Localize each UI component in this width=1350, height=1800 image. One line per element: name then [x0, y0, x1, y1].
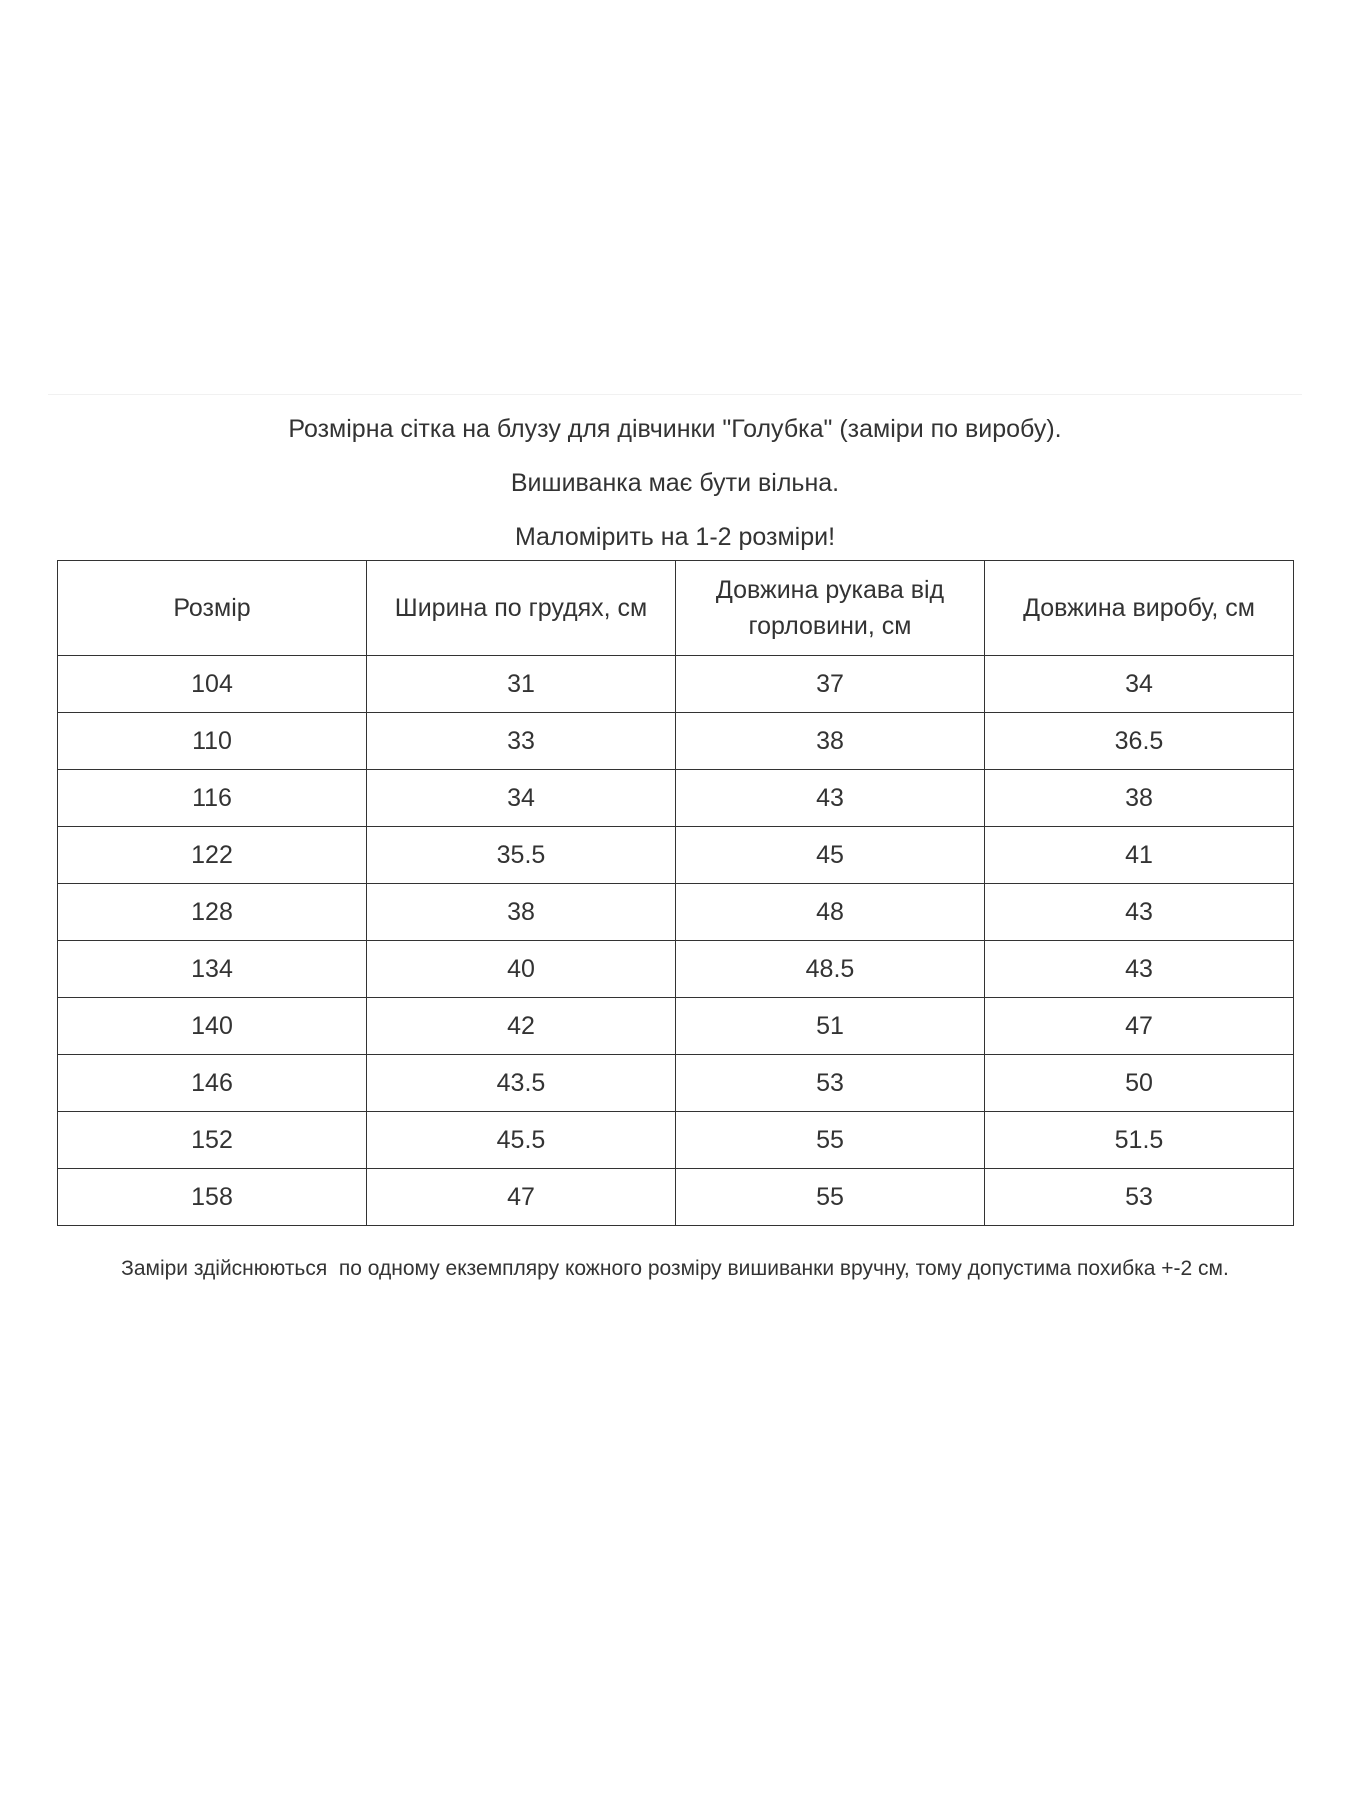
- size-table: [57, 560, 1294, 1226]
- cell-sleeve-length: 45: [676, 827, 985, 884]
- table-row: [58, 827, 1294, 884]
- cell-garment-length: 51.5: [985, 1112, 1294, 1169]
- cell-chest-width: 33: [367, 713, 676, 770]
- table-row: [58, 770, 1294, 827]
- cell-garment-length: 43: [985, 941, 1294, 998]
- cell-garment-length: 53: [985, 1169, 1294, 1226]
- cell-chest-width: 43.5: [367, 1055, 676, 1112]
- cell-garment-length: 43: [985, 884, 1294, 941]
- cell-sleeve-length: 51: [676, 998, 985, 1055]
- cell-garment-length: 38: [985, 770, 1294, 827]
- cell-size: 116: [58, 770, 367, 827]
- cell-garment-length: 41: [985, 827, 1294, 884]
- size-chart-intro: [0, 402, 1350, 564]
- cell-size: 152: [58, 1112, 367, 1169]
- cell-sleeve-length: 48.5: [676, 941, 985, 998]
- cell-garment-length: 36.5: [985, 713, 1294, 770]
- table-row: [58, 713, 1294, 770]
- cell-chest-width: 40: [367, 941, 676, 998]
- cell-chest-width: 47: [367, 1169, 676, 1226]
- cell-size: 110: [58, 713, 367, 770]
- table-row: [58, 1055, 1294, 1112]
- cell-garment-length: 34: [985, 656, 1294, 713]
- header-size: Розмір: [58, 561, 367, 656]
- table-row: [58, 998, 1294, 1055]
- cell-chest-width: 45.5: [367, 1112, 676, 1169]
- table-row: [58, 884, 1294, 941]
- intro-size-warning: Маломірить на 1-2 розміри!: [514, 523, 836, 551]
- measurement-footnote: Заміри здійснюються по одному екземпляру кожного розміру вишиванки вручну, тому допустима похибка +-2 см.: [121, 1257, 1229, 1280]
- table-row: [58, 656, 1294, 713]
- cell-chest-width: 34: [367, 770, 676, 827]
- table-row: [58, 1169, 1294, 1226]
- cell-chest-width: 31: [367, 656, 676, 713]
- cell-sleeve-length: 43: [676, 770, 985, 827]
- cell-sleeve-length: 55: [676, 1169, 985, 1226]
- table-row: [58, 1112, 1294, 1169]
- header-chest-width: Ширина по грудях, см: [367, 561, 676, 656]
- cell-garment-length: 50: [985, 1055, 1294, 1112]
- table-body: [58, 656, 1294, 1226]
- cell-garment-length: 47: [985, 998, 1294, 1055]
- cell-sleeve-length: 37: [676, 656, 985, 713]
- cell-chest-width: 42: [367, 998, 676, 1055]
- cell-sleeve-length: 38: [676, 713, 985, 770]
- table-header-row: [58, 561, 1294, 656]
- top-divider: [48, 394, 1302, 395]
- cell-size: 104: [58, 656, 367, 713]
- cell-size: 146: [58, 1055, 367, 1112]
- cell-sleeve-length: 48: [676, 884, 985, 941]
- cell-sleeve-length: 55: [676, 1112, 985, 1169]
- cell-size: 122: [58, 827, 367, 884]
- cell-sleeve-length: 53: [676, 1055, 985, 1112]
- cell-size: 158: [58, 1169, 367, 1226]
- intro-title: Розмірна сітка на блузу для дівчинки "Голубка" (заміри по виробу).: [288, 415, 1062, 443]
- cell-size: 140: [58, 998, 367, 1055]
- table-row: [58, 941, 1294, 998]
- cell-size: 134: [58, 941, 367, 998]
- intro-fit-note: Вишиванка має бути вільна.: [510, 469, 840, 497]
- cell-chest-width: 35.5: [367, 827, 676, 884]
- cell-chest-width: 38: [367, 884, 676, 941]
- cell-size: 128: [58, 884, 367, 941]
- header-garment-length: Довжина виробу, см: [985, 561, 1294, 656]
- header-sleeve-length: Довжина рукава від горловини, см: [676, 561, 985, 656]
